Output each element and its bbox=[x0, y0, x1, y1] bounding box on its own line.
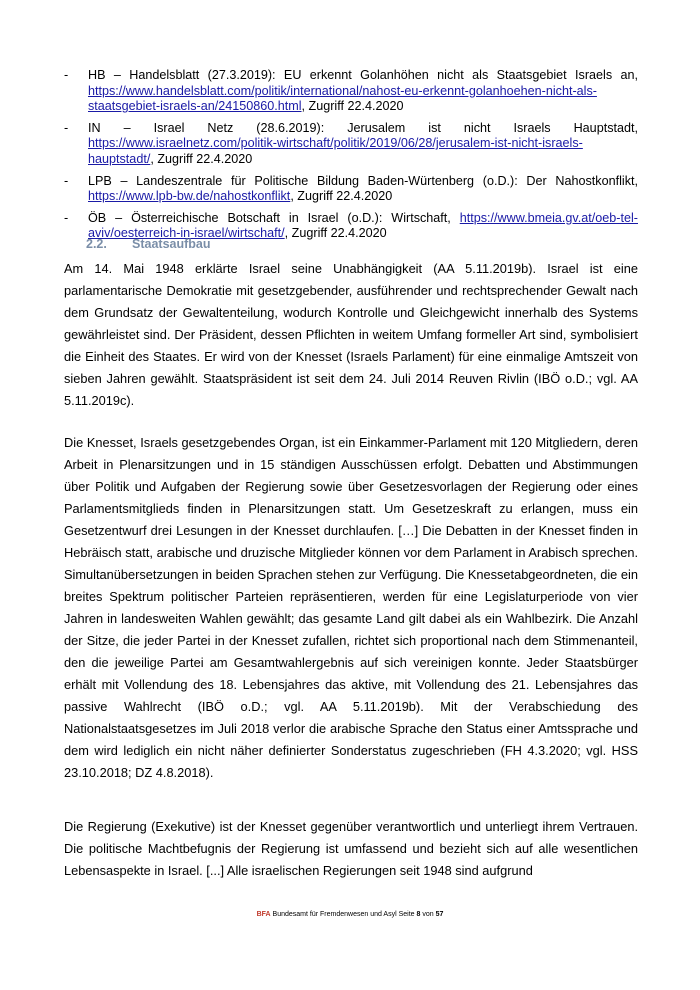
page-footer bbox=[0, 911, 700, 918]
reference-access-date: , Zugriff 22.4.2020 bbox=[301, 99, 404, 114]
reference-item bbox=[64, 174, 638, 205]
list-dash: - bbox=[64, 68, 69, 82]
reference-text: IN – Israel Netz (28.6.2019): Jerusalem ist nicht Israels Hauptstadt, bbox=[88, 120, 638, 135]
reference-text: HB – Handelsblatt (27.3.2019): EU erkennt Golanhöhen nicht als Staatsgebiet Israels an, bbox=[88, 68, 638, 82]
reference-access-date: , Zugriff 22.4.2020 bbox=[150, 151, 253, 166]
reference-link[interactable]: https://www.bmeia.gv.at/oeb-tel-aviv/oesterreich-in-israel/wirtschaft/ bbox=[88, 210, 638, 241]
section-heading bbox=[86, 237, 211, 251]
reference-access-date: , Zugriff 22.4.2020 bbox=[284, 226, 387, 241]
body-paragraph: Die Knesset, Israels gesetzgebendes Organ, ist ein Einkammer-Parlament mit 120 Mitgliedern, deren Arbeit in Plenarsitzungen und in 15 ständigen Ausschüssen erfolgt. Debatten und Abstimmungen über Politik und Aufgaben der Regierung sowie über Gesetzesvorlagen der Regierung oder eines Parlamentsmitglieds finden in Plenarsitzungen statt. Um Gesetzeskraft zu erlangen, muss ein Gesetzentwurf drei Lesungen in der Knesset durchlaufen. […] Die Debatten in der Knesset finden in Hebräisch statt, arabische und druzische Mitglieder können vor dem Parlament in Arabisch sprechen. Simultanübersetzungen in beiden Sprachen stehen zur Verfügung. Die Knessetabgeordneten, die ein breites Spektrum politischer Parteien repräsentieren, werden für eine Legislaturperiode von vier Jahren in landesweiten Wahlen gewählt; das gesamte Land gilt dabei als ein Wahlbezirk. Die Anzahl der Sitze, die jeder Partei in der Knesset zufallen, richtet sich proportional nach dem Stimmenanteil, den die jeweilige Partei am Gesamtwahlergebnis auf sich vereinigen konnte. Jeder Staatsbürger erhält mit Vollendung des 18. Lebensjahres das aktive, mit Vollendung des 21. Lebensjahres das passive Wahlrecht (IBÖ o.D.; vgl. AA 5.11.2019b). Mit der Verabschiedung des Nationalstaatsgesetzes im Juli 2018 verlor die arabische Sprache den Status einer Amtssprache und dem wird lediglich ein nicht näher definierter Sonderstatus zugeschrieben (FH 4.3.2020; vgl. HSS 23.10.2018; DZ 4.8.2018). bbox=[64, 435, 638, 780]
section-number: 2.2. bbox=[86, 237, 107, 251]
reference-list bbox=[64, 68, 638, 248]
footer-text: Bundesamt für Fremdenwesen und Asyl Seite bbox=[270, 911, 417, 918]
footer-of: von bbox=[420, 911, 436, 918]
reference-text: ÖB – Österreichische Botschaft in Israel (o.D.): Wirtschaft, bbox=[88, 210, 460, 225]
footer-org-logo: BFA bbox=[256, 911, 271, 918]
list-dash: - bbox=[64, 210, 69, 225]
reference-item bbox=[64, 68, 638, 115]
reference-text: LPB – Landeszentrale für Politische Bildung Baden-Würtenberg (o.D.): Der Nahostkonflikt, bbox=[88, 173, 638, 188]
reference-link[interactable]: https://www.lpb-bw.de/nahostkonflikt bbox=[88, 189, 291, 204]
list-dash: - bbox=[64, 120, 69, 135]
body-paragraph: Die Regierung (Exekutive) ist der Knesset gegenüber verantwortlich und unterliegt ihrem Vertrauen. Die politische Machtbefugnis der Regierung ist umfassend und bezieht sich auf alle wesentlichen Lebensaspekte in Israel. [...] Alle israelischen Regierungen seit 1948 sind aufgrund bbox=[64, 819, 638, 878]
reference-link[interactable]: https://www.handelsblatt.com/politik/international/nahost-eu-erkennt-golanhoehen-nicht-als-staatsgebiet-israels-an/24150860.html bbox=[88, 83, 597, 114]
section-title: Staatsaufbau bbox=[132, 237, 211, 251]
list-dash: - bbox=[64, 173, 69, 188]
body-paragraph: Am 14. Mai 1948 erklärte Israel seine Unabhängigkeit (AA 5.11.2019b). Israel ist eine parlamentarische Demokratie mit gesetzgebender, ausführender und rechtsprechender Gewalt nach dem Grundsatz der Gewaltenteilung, wodurch Kontrolle und Gleichgewicht innerhalb des Systems gewährleistet sind. Der Präsident, dessen Pflichten in weitem Umfang formeller Art sind, symbolisiert die Einheit des Staates. Er wird von der Knesset (Israels Parlament) für eine einmalige Amtszeit von sieben Jahren gewählt. Staatspräsident ist seit dem 24. Juli 2014 Reuven Rivlin (IBÖ o.D.; vgl. AA 5.11.2019c). bbox=[64, 261, 638, 408]
footer-page-number: 8 bbox=[416, 911, 421, 918]
reference-link[interactable]: https://www.israelnetz.com/politik-wirtschaft/politik/2019/06/28/jerusalem-ist-nicht-israels-hauptstadt/ bbox=[88, 136, 583, 166]
footer-page-total: 57 bbox=[435, 911, 444, 918]
reference-item bbox=[64, 121, 638, 168]
reference-access-date: , Zugriff 22.4.2020 bbox=[290, 189, 393, 204]
